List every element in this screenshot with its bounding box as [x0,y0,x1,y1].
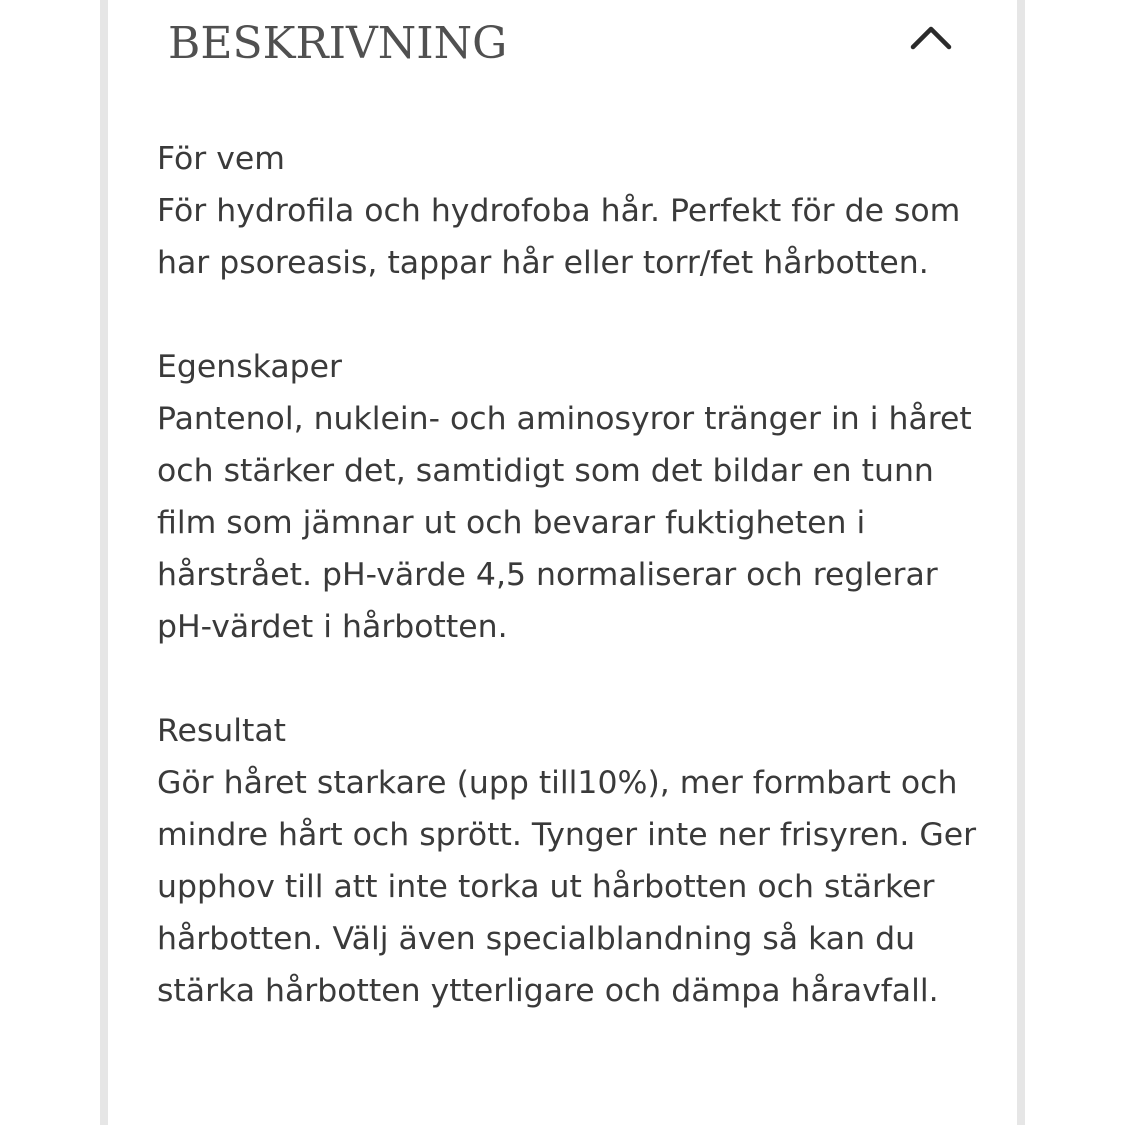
section-body: För hydrofila och hydrofoba hår. Perfekt för de som har psoreasis, tappar hår eller torr/fet hårbotten. [157,193,961,281]
section-body: Pantenol, nuklein- och aminosyror tränger in i håret och stärker det, samtidigt som det bildar en tunn film som jämnar ut och bevarar fuktigheten i hårstrået. pH-värde 4,5 normaliserar och reglerar pH-värdet i hårbotten. [157,401,972,645]
accordion-title: BESKRIVNING [168,18,508,69]
section-heading: Resultat [157,713,286,749]
section-for-vem [157,133,997,289]
section-heading: Egenskaper [157,349,342,385]
accordion-header[interactable] [108,0,1017,95]
section-resultat [157,705,997,1017]
description-panel [100,0,1025,1125]
section-heading: För vem [157,141,285,177]
section-body: Gör håret starkare (upp till10%), mer formbart och mindre hårt och sprött. Tynger inte ner frisyren. Ger upphov till att inte torka ut hårbotten och stärker hårbotten. Välj även specialblandning så kan du stärka hårbotten ytterligare och dämpa håravfall. [157,765,977,1009]
description-content [157,133,997,1069]
section-egenskaper [157,341,997,653]
chevron-up-icon[interactable] [903,14,959,64]
